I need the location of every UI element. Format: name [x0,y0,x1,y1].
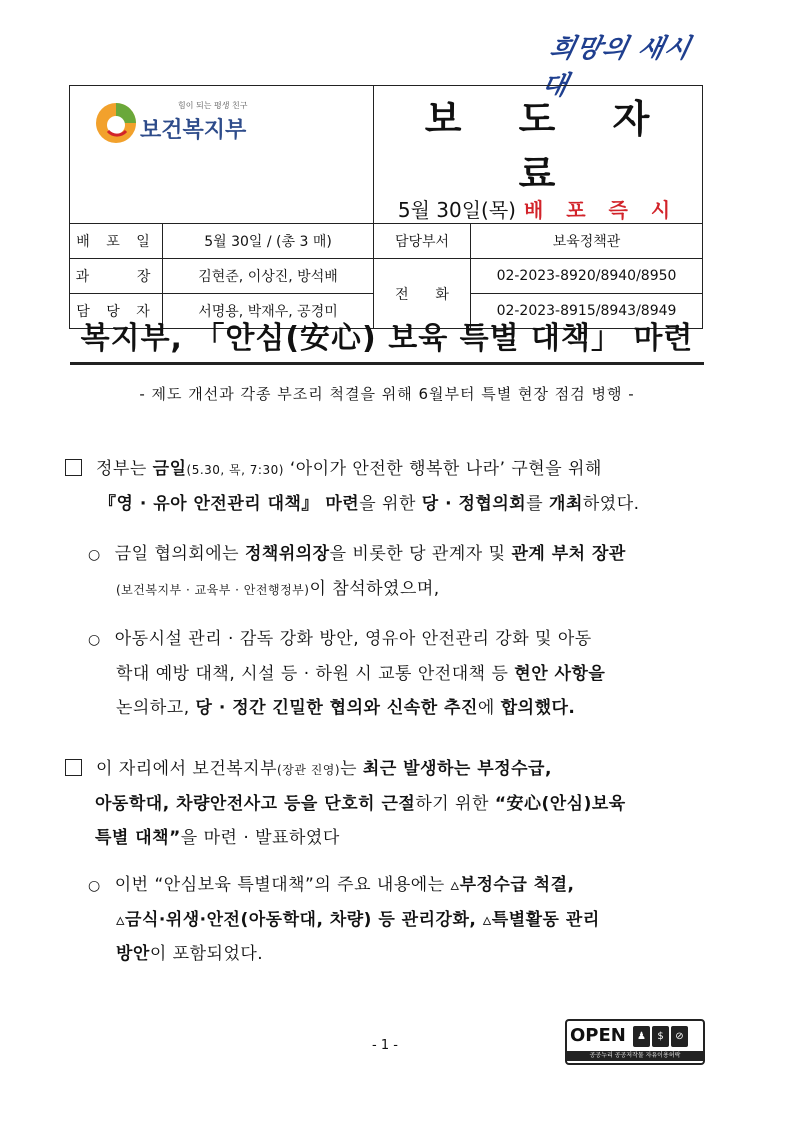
dist-value: 5월 30일 / (총 3 매) [163,224,374,259]
text: 이 포함되었다. [149,944,264,964]
license-icons [633,1024,690,1047]
text: 아동시설 관리 · 감독 강화 방안, 영유아 안전관리 강화 및 아동 [114,629,592,649]
text-bold: 금일 [152,459,187,479]
page-number: - 1 - [372,1038,398,1053]
text: 논의하고, [116,698,196,718]
text: 는 [340,759,363,779]
text: 이 자리에서 보건복지부 [96,759,278,779]
press-date: 5월 30일(목) [397,198,516,222]
text-small: (보건복지부 · 교육부 · 안전행정부) [116,583,310,597]
text: 이번 “안심보육 특별대책”의 주요 내용에는 [114,875,451,895]
text-bold: 정책위의장 [244,544,330,564]
text: 이 참석하였으며, [309,579,440,599]
text: ‘아이가 안전한 행복한 나라’ 구현을 위해 [283,459,602,479]
text: 을 위한 [359,494,422,514]
ministry-logo [70,86,374,224]
press-title: 보 도 자 료 [424,96,672,196]
release-notice: 배 포 즉 시 [523,198,679,222]
text: 을 비롯한 당 관계자 및 [329,544,512,564]
text-bold: 방안 [116,944,150,964]
paragraph-2 [88,537,708,607]
chief-label: 과 장 [70,259,163,294]
phone-2: 02-2023-8915/8943/8949 [471,294,703,329]
text-bold: 아동학대, 차량안전사고 등을 단호히 근절 [95,794,416,814]
dist-label: 배 포 일 [70,224,163,259]
text: 를 [526,494,550,514]
text: 을 마련 · 발표하였다 [180,828,340,848]
open-footer: 공공누리 공공저작물 자유이용허락 [567,1051,703,1061]
subheadline: - 제도 개선과 각종 부조리 척결을 위해 6월부터 특별 현장 점검 병행 - [139,385,635,403]
chief-value: 김현준, 이상진, 방석배 [163,259,374,294]
headline: 복지부, 「안심(安心) 보육 특별 대책」 마련 [80,321,694,356]
open-label: OPEN [570,1025,626,1046]
text: 정부는 [96,459,153,479]
text-small: (5.30, 목, 7:30) [186,463,284,477]
text-bold: 특별 대책” [95,828,181,848]
circle-bullet-icon: ○ [88,547,101,563]
text: 에 [477,698,501,718]
text-bold: ▵부정수급 척결, [450,875,575,895]
attribution-icon: ♟ [633,1026,650,1047]
text-bold: 당 · 정간 긴밀한 협의와 신속한 추진 [195,698,478,718]
text-bold: ▵금식·위생·안전(아동학대, 차량) 등 관리강화, ▵특별활동 관리 [116,910,600,930]
paragraph-4 [65,752,710,855]
slogan: 희망의 새시대 [538,34,694,101]
staff-label: 담 당 자 [70,294,163,329]
phone-label: 전 화 [374,259,471,329]
circle-bullet-icon: ○ [88,632,101,648]
press-title-cell [374,86,703,224]
staff-value: 서명용, 박재우, 공경미 [163,294,374,329]
text-bold: 당 · 정협의회 [421,494,527,514]
text-bold: 합의했다. [500,698,576,718]
paragraph-5 [88,868,708,971]
press-header-table [69,85,703,329]
text-bold: 현안 사항을 [514,664,606,684]
paragraph-1 [65,452,710,521]
circle-bullet-icon: ○ [88,878,101,894]
text-bold: 개최 [549,494,583,514]
text-bold: 관계 부처 장관 [511,544,626,564]
logo-tagline: 힘이 되는 평생 친구 [178,101,248,110]
text: 학대 예방 대책, 시설 등 · 하원 시 교통 안전대책 등 [116,664,515,684]
press-date-line [374,194,702,223]
text-bold: 『영 · 유아 안전관리 대책』 마련 [99,494,360,514]
ministry-logo-icon [94,101,138,145]
no-derivatives-icon: ⊘ [671,1026,688,1047]
dept-label: 담당부서 [374,224,471,259]
checkbox-bullet-icon [65,459,82,476]
logo-name: 보건복지부 [140,118,247,143]
text: 하였다. [582,494,640,514]
dept-value: 보육정책관 [471,224,703,259]
paragraph-3 [88,622,708,725]
open-license-badge [565,1019,705,1065]
text-bold: 최근 발생하는 부정수급, [362,759,552,779]
phone-1: 02-2023-8920/8940/8950 [471,259,703,294]
text: 금일 협의회에는 [114,544,245,564]
text-bold: “安心(안심)보육 [494,794,626,814]
headline-rule [70,362,704,365]
text: 하기 위한 [415,794,495,814]
text-small: (장관 진영) [277,763,341,777]
checkbox-bullet-icon [65,759,82,776]
noncommercial-icon: $ [652,1026,669,1047]
